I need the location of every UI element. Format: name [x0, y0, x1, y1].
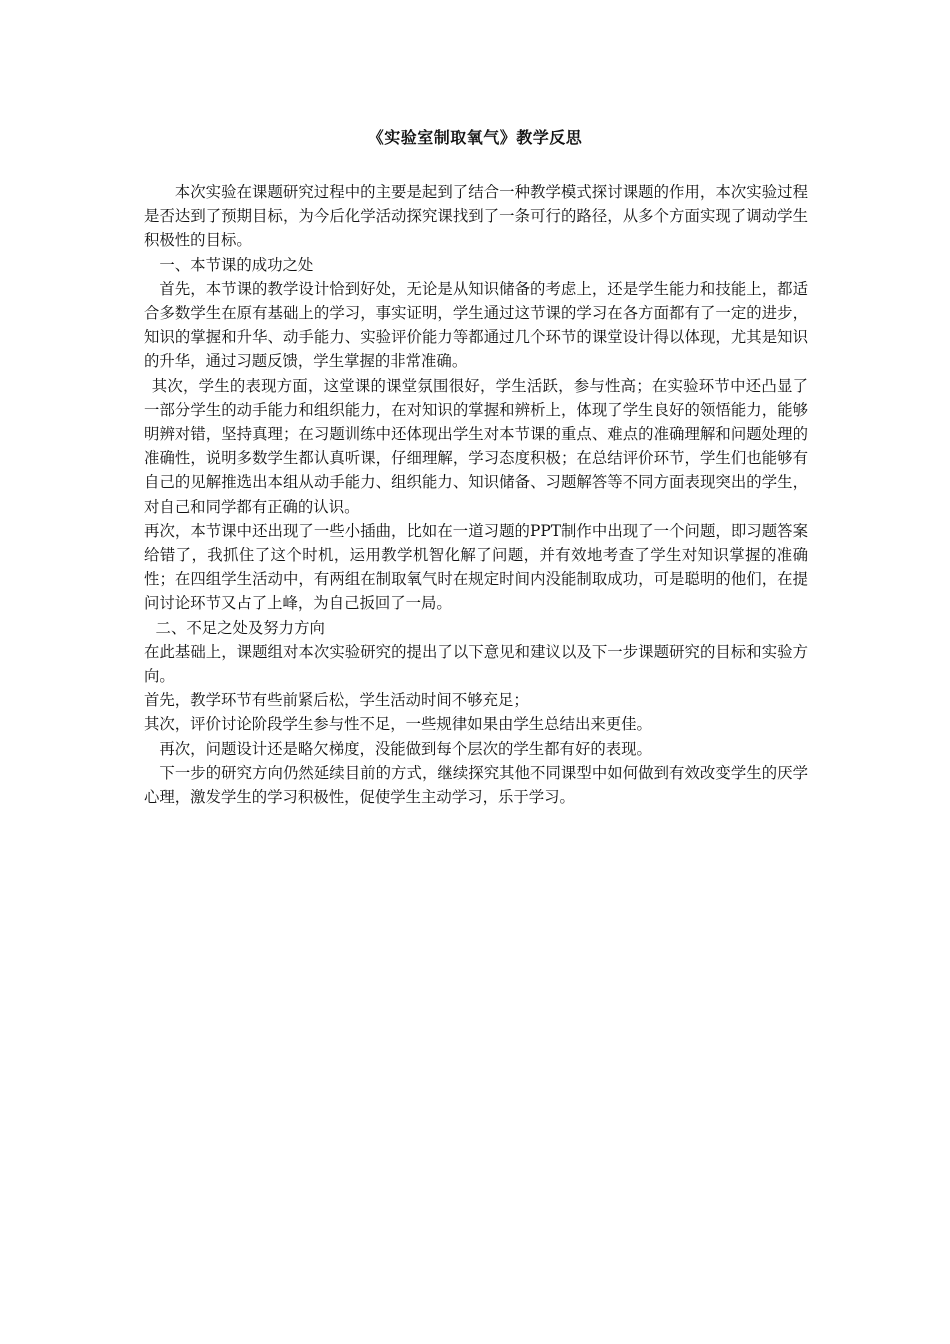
paragraph-second-weakness: 其次，评价讨论阶段学生参与性不足，一些规律如果由学生总结出来更佳。: [144, 715, 652, 734]
paragraph-next-steps: 下一步的研究方向仍然延续目前的方式，继续探究其他不同课型中如何做到有效改变学生的厌学心理，激发学生的学习积极性，促使学生主动学习，乐于学习。: [144, 763, 808, 807]
section-heading-weaknesses: 二、不足之处及努力方向: [155, 618, 325, 637]
paragraph-third-weakness: 再次，问题设计还是略欠梯度，没能做到每个层次的学生都有好的表现。: [159, 739, 652, 758]
paragraph-suggestions-intro: 在此基础上，课题组对本次实验研究的提出了以下意见和建议以及下一步课题研究的目标和实验方向。: [144, 642, 808, 686]
section-heading-strengths: 一、本节课的成功之处: [159, 255, 314, 274]
paragraph-first-strength: 首先，本节课的教学设计恰到好处，无论是从知识储备的考虑上，还是学生能力和技能上，都适合多数学生在原有基础上的学习，事实证明，学生通过这节课的学习在各方面都有了一定的进步，知识的掌握和升华、动手能力、实验评价能力等都通过几个环节的课堂设计得以体现，尤其是知识的升华，通过习题反馈，学生掌握的非常准确。: [144, 279, 808, 371]
paragraph-first-weakness: 首先，教学环节有些前紧后松，学生活动时间不够充足；: [144, 691, 529, 710]
document-title: 《实验室制取氧气》教学反思: [367, 128, 583, 147]
paragraph-second-strength: 其次，学生的表现方面，这堂课的课堂氛围很好，学生活跃，参与性高；在实验环节中还凸显了一部分学生的动手能力和组织能力，在对知识的掌握和辨析上，体现了学生良好的领悟能力，能够明辨对错，坚持真理；在习题训练中还体现出学生对本节课的重点、难点的准确理解和问题处理的准确性，说明多数学生都认真听课，仔细理解，学习态度积极；在总结评价环节，学生们也能够有自己的见解推选出本组从动手能力、组织能力、知识储备、习题解答等不同方面表现突出的学生，对自己和同学都有正确的认识。: [144, 376, 808, 516]
document-body: [144, 180, 808, 809]
intro-paragraph: 本次实验在课题研究过程中的主要是起到了结合一种教学模式探讨课题的作用，本次实验过程是否达到了预期目标，为今后化学活动探究课找到了一条可行的路径，从多个方面实现了调动学生积极性的目标。: [144, 183, 808, 250]
paragraph-third-strength: 再次，本节课中还出现了一些小插曲，比如在一道习题的PPT制作中出现了一个问题，即习题答案给错了，我抓住了这个时机，运用教学机智化解了问题，并有效地考查了学生对知识掌握的准确性；在四组学生活动中，有两组在制取氧气时在规定时间内没能制取成功，可是聪明的他们，在提问讨论环节又占了上峰，为自己扳回了一局。: [144, 521, 808, 613]
